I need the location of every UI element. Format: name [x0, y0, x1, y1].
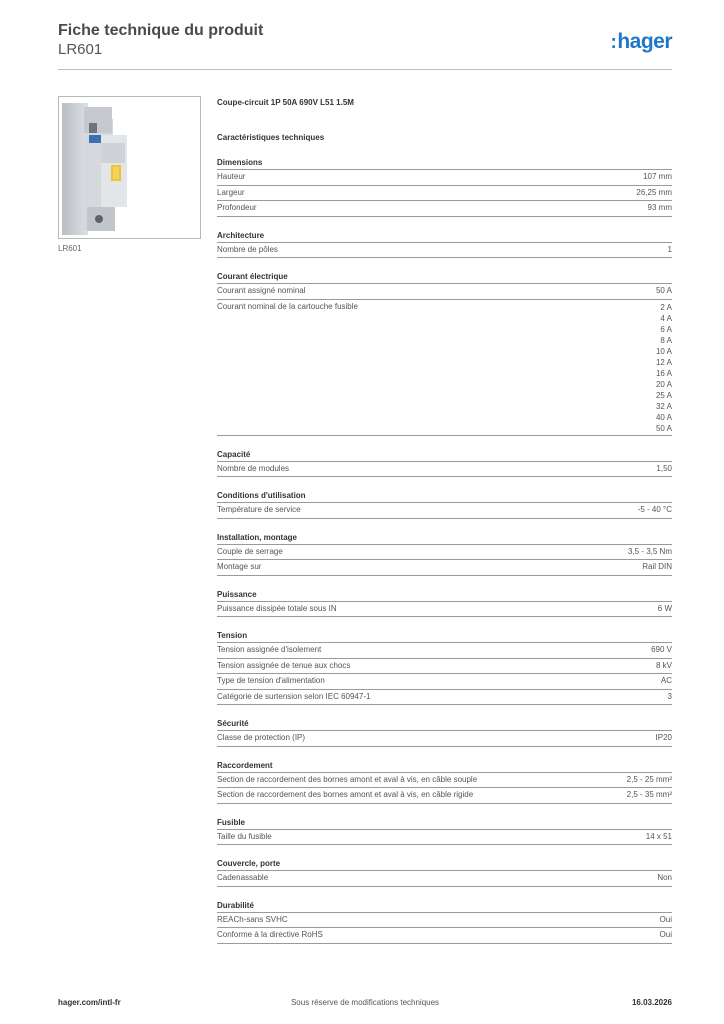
- spec-group: [217, 857, 672, 887]
- product-description: Coupe-circuit 1P 50A 690V L51 1.5M: [217, 98, 354, 107]
- spec-row-name: Courant assigné nominal: [217, 286, 306, 295]
- spec-row-value: AC: [660, 676, 672, 685]
- footer-notice: Sous réserve de modifications techniques: [290, 998, 440, 1007]
- spec-row-name: Section de raccordement des bornes amont et aval à vis, en câble rigide: [217, 790, 474, 799]
- spec-group: [217, 156, 672, 217]
- spec-row-value: 26,25 mm: [636, 187, 672, 197]
- spec-section-title: Caractéristiques techniques: [217, 133, 325, 142]
- spec-row: [217, 773, 672, 789]
- spec-row-value: [656, 300, 672, 435]
- document-title: Fiche technique du produit: [58, 22, 264, 39]
- spec-group-title: Sécurité: [217, 717, 672, 731]
- spec-row-name: Montage sur: [217, 562, 262, 571]
- spec-group-title: Couvercle, porte: [217, 857, 672, 871]
- spec-row: [217, 186, 672, 202]
- spec-row-value: Non: [657, 873, 672, 882]
- spec-row: [217, 913, 672, 929]
- spec-row-value: 50 A: [655, 286, 672, 295]
- spec-row: [217, 560, 672, 576]
- spec-row-value-item: 32 A: [655, 401, 672, 411]
- spec-group: [217, 489, 672, 519]
- spec-row: [217, 170, 672, 186]
- spec-row-value: -5 - 40 °C: [637, 505, 672, 514]
- spec-row-name: Catégorie de surtension selon IEC 60947-1: [217, 691, 371, 701]
- spec-row-name: Taille du fusible: [217, 831, 272, 841]
- spec-row-value: 1: [667, 244, 672, 254]
- spec-row-name: Largeur: [217, 187, 245, 197]
- spec-row-value: 93 mm: [647, 203, 672, 212]
- spec-content: [217, 96, 672, 944]
- hager-logo: [610, 30, 672, 54]
- spec-row-name: Courant nominal de la cartouche fusible: [217, 301, 358, 311]
- fuse-holder-image: [59, 97, 200, 238]
- spec-row-value: Rail DIN: [642, 562, 672, 571]
- spec-row-name: Puissance dissipée totale sous IN: [217, 603, 337, 613]
- spec-row: [217, 243, 672, 259]
- footer-website: hager.com/intl-fr: [58, 998, 121, 1007]
- spec-group: [217, 531, 672, 576]
- spec-group: [217, 448, 672, 478]
- spec-group-title: Installation, montage: [217, 531, 672, 545]
- spec-group: [217, 899, 672, 944]
- spec-row-value-item: 6 A: [660, 324, 672, 334]
- spec-group-title: Architecture: [217, 229, 672, 243]
- spec-row-name: Couple de serrage: [217, 546, 283, 556]
- spec-group-title: Puissance: [217, 588, 672, 602]
- spec-row-value-item: 40 A: [655, 412, 672, 422]
- spec-group: [217, 229, 672, 259]
- spec-row-value: Oui: [659, 914, 672, 924]
- spec-row-name: Tension assignée de tenue aux chocs: [217, 660, 351, 670]
- spec-row-value-item: 12 A: [655, 357, 672, 367]
- spec-row: [217, 788, 672, 804]
- spec-group: [217, 717, 672, 747]
- spec-row-name: Profondeur: [217, 203, 257, 212]
- spec-row-name: Section de raccordement des bornes amont et aval à vis, en câble souple: [217, 774, 478, 784]
- spec-group-title: Capacité: [217, 448, 672, 462]
- spec-row-value-item: 50 A: [655, 423, 672, 433]
- spec-row: [217, 201, 672, 217]
- spec-row-value: 6 W: [657, 603, 672, 613]
- spec-row-value-item: 20 A: [655, 379, 672, 389]
- spec-group-title: Durabilité: [217, 899, 672, 913]
- spec-group: [217, 629, 672, 705]
- spec-row: [217, 690, 672, 706]
- spec-row-value-item: 25 A: [655, 390, 672, 400]
- spec-row-name: Conforme à la directive RoHS: [217, 930, 323, 939]
- footer-date: 16.03.2026: [631, 998, 672, 1007]
- spec-group-title: Conditions d'utilisation: [217, 489, 672, 503]
- spec-group: [217, 270, 672, 436]
- spec-row: [217, 503, 672, 519]
- spec-group: [217, 816, 672, 846]
- spec-group-title: Courant électrique: [217, 270, 672, 284]
- spec-row-value: 1,50: [656, 463, 672, 473]
- spec-group-title: Dimensions: [217, 156, 672, 170]
- spec-row: [217, 674, 672, 690]
- spec-row-value-item: 10 A: [655, 346, 672, 356]
- spec-row-name: Hauteur: [217, 172, 246, 181]
- image-caption: LR601: [58, 244, 82, 253]
- spec-row: [217, 659, 672, 675]
- spec-row-name: Tension assignée d'isolement: [217, 645, 322, 654]
- spec-group-title: Tension: [217, 629, 672, 643]
- spec-row: [217, 300, 672, 436]
- spec-row-value-item: 8 A: [660, 335, 672, 345]
- spec-row-value: 2,5 - 35 mm²: [626, 790, 672, 799]
- spec-row: [217, 830, 672, 846]
- page-header: [58, 22, 672, 70]
- logo-text: hager: [617, 30, 672, 53]
- spec-row: [217, 871, 672, 887]
- spec-row-value: 107 mm: [643, 172, 672, 181]
- spec-row-name: Type de tension d'alimentation: [217, 676, 325, 685]
- spec-row-name: Nombre de modules: [217, 463, 290, 473]
- spec-row-value: IP20: [655, 733, 672, 742]
- spec-row-name: Cadenassable: [217, 873, 269, 882]
- spec-row: [217, 928, 672, 944]
- spec-row: [217, 284, 672, 300]
- spec-group: [217, 759, 672, 804]
- spec-row-name: REACh-sans SVHC: [217, 914, 288, 924]
- spec-row-value-item: 4 A: [660, 313, 672, 323]
- spec-group-title: Fusible: [217, 816, 672, 830]
- spec-row-value: 2,5 - 25 mm²: [626, 774, 672, 784]
- spec-row-value-item: 16 A: [655, 368, 672, 378]
- spec-row-value: 690 V: [651, 645, 672, 654]
- spec-group-title: Raccordement: [217, 759, 672, 773]
- spec-row: [217, 731, 672, 747]
- spec-row: [217, 545, 672, 561]
- spec-row: [217, 643, 672, 659]
- spec-row-name: Classe de protection (IP): [217, 733, 306, 742]
- spec-row-value: 3,5 - 3,5 Nm: [627, 546, 672, 556]
- spec-row-name: Nombre de pôles: [217, 244, 278, 254]
- spec-row-value: 3: [667, 691, 672, 701]
- spec-row: [217, 602, 672, 618]
- spec-row-name: Température de service: [217, 505, 301, 514]
- product-image: [58, 96, 201, 239]
- page-footer: [58, 998, 672, 1012]
- logo-prefix: :: [610, 32, 617, 53]
- spec-row-value-item: 2 A: [660, 302, 672, 312]
- spec-row-value: 14 x 51: [645, 831, 672, 841]
- spec-row-value: Oui: [659, 930, 672, 939]
- spec-row-value: 8 kV: [655, 660, 672, 670]
- spec-row: [217, 462, 672, 478]
- spec-groups: [217, 156, 672, 944]
- spec-group: [217, 588, 672, 618]
- product-reference: LR601: [58, 41, 103, 58]
